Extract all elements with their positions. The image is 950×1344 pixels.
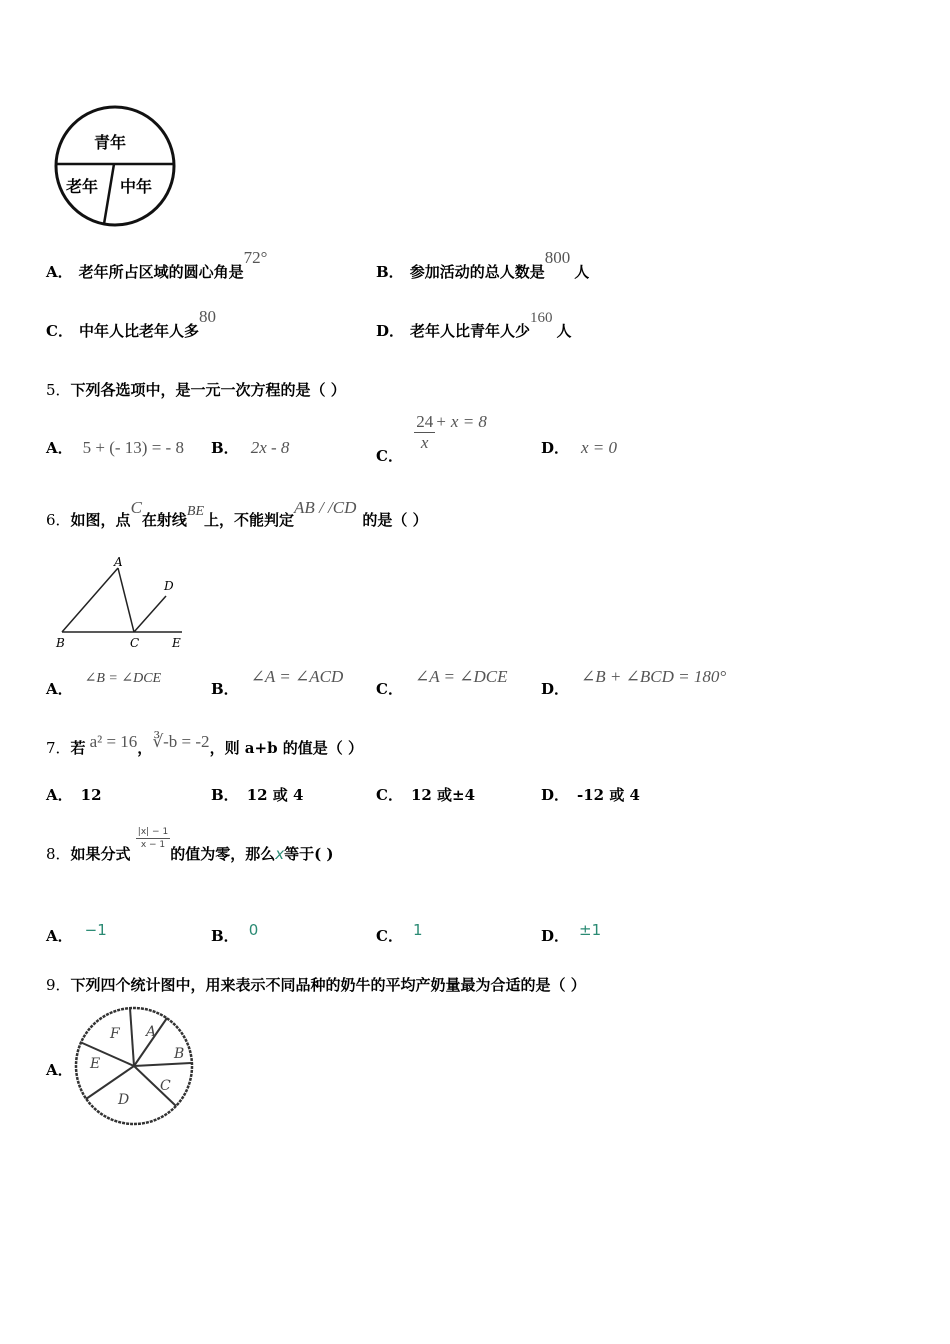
q6-option-b: B．∠A = ∠ACD [211, 667, 344, 698]
q5-stem: 5．下列各选项中，是一元一次方程的是（ ） [46, 381, 346, 399]
q6-stem: 6．如图，点C在射线BE上，不能判定AB / /CD的是（ ） [46, 498, 428, 529]
point-b-label: B [56, 636, 65, 650]
q8-option-c: C． 1 [376, 921, 423, 945]
q9-pie-chart-figure [72, 1004, 196, 1128]
age-group-pie-figure [52, 104, 180, 228]
q4-option-b: B． 参加活动的总人数是800人 [376, 248, 590, 281]
q5-option-b: B． 2x - 8 [211, 438, 290, 457]
pie-label-c: C [160, 1078, 171, 1094]
pie-sector-youth: 青年 [94, 133, 127, 152]
q9-option-a-label: A． [46, 1061, 73, 1079]
q4-option-d: D． 老年人比青年人少160人 [376, 310, 572, 340]
pie-label-f: F [110, 1026, 120, 1042]
q6-option-c: C．∠A = ∠DCE [376, 667, 508, 698]
q4-option-a: A． 老年所占区域的圆心角是72° [46, 248, 268, 281]
q8-option-a: A． −1 [46, 921, 107, 945]
pie-label-b: B [174, 1046, 185, 1062]
q4-option-c: C． 中年人比老年人多80 [46, 307, 216, 340]
pie-sector-elderly: 老年 [66, 177, 99, 196]
q6-option-d: D．∠B + ∠BCD = 180° [541, 667, 727, 698]
point-d-label: D [164, 579, 174, 593]
q7-option-a: A． 12 [46, 786, 102, 804]
q7-option-d: D． -12 或 4 [541, 786, 640, 804]
pie-label-d: D [118, 1092, 130, 1108]
point-e-label: E [172, 636, 181, 650]
q8-option-d: D． ±1 [541, 921, 602, 945]
q6-option-a: A．∠B = ∠DCE [46, 671, 162, 698]
q8-stem: 8．如果分式 $\frac{|x| - 1}{x - 1}$ 的值为零，那么x等于( ) [46, 827, 334, 863]
q5-option-d: D． x = 0 [541, 438, 618, 457]
pie-sector-middle: 中年 [120, 177, 153, 196]
q8-fraction: $\frac{|x| - 1}{x - 1}$ [137, 827, 169, 850]
q7-stem: 7．若 a² = 16，∛-b = -2，则 a+b 的值是（ ） [46, 732, 364, 757]
pie-label-a: A [146, 1024, 157, 1040]
q8-option-b: B． 0 [211, 921, 259, 945]
point-a-label: A [114, 555, 123, 569]
q9-stem: 9．下列四个统计图中，用来表示不同品种的奶牛的平均产奶量最为合适的是（ ） [46, 976, 586, 994]
q7-option-b: B． 12 或 4 [211, 786, 304, 804]
q5-c-fraction: $\frac{24}{x}$ [416, 412, 434, 452]
q7-option-c: C． 12 或±4 [376, 786, 476, 804]
q5-option-c: C． $\frac{24}{x}$ + x = 8 [376, 411, 487, 465]
pie-label-e: E [90, 1056, 101, 1072]
q6-geometry-figure [52, 552, 192, 656]
point-c-label: C [130, 636, 140, 650]
q5-option-a: A． 5 + (- 13) = - 8 [46, 438, 184, 457]
